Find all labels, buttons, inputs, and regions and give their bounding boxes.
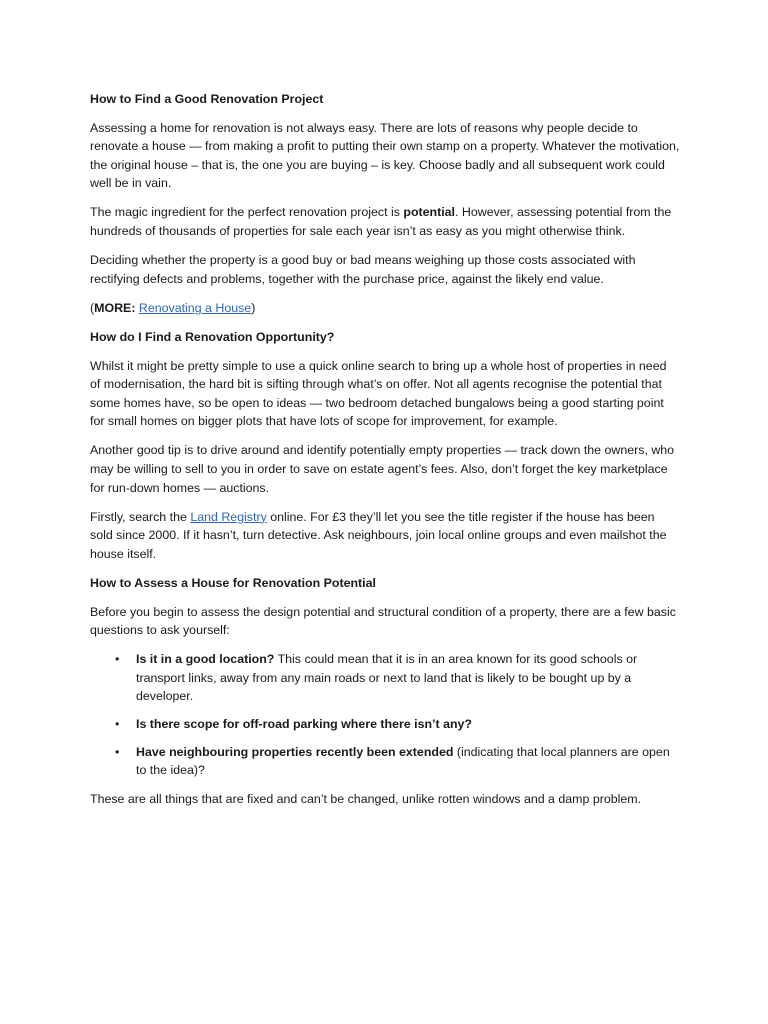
assess-heading: How to Assess a House for Renovation Potential	[90, 575, 376, 590]
list-item-bold: Is there scope for off-road parking where there isn’t any?	[136, 717, 472, 732]
land-registry-paragraph	[90, 508, 680, 564]
renovating-a-house-link[interactable]: Renovating a House	[138, 300, 252, 315]
land-registry-link[interactable]: Land Registry	[190, 509, 267, 524]
more-open-paren: (	[90, 300, 95, 315]
land-registry-text-after: online. For £3 they’ll let you see the title register if the house has been sold since 2000. If it hasn’t, turn detective. Ask neighbours, join local online groups and even mailshot the house itself.	[90, 509, 667, 561]
drive-around-paragraph: Another good tip is to drive around and identify potentially empty properties — track down the owners, who may be willing to sell to you in order to save on estate agent’s fees. Also, don’t forget the key marketplace for run-down homes — auctions.	[90, 443, 675, 495]
questions-list	[90, 650, 680, 780]
list-item-bold: Is it in a good location?	[136, 652, 275, 667]
intro-paragraph: Assessing a home for renovation is not always easy. There are lots of reasons why people decide to renovate a house — from making a profit to putting their own stamp on a property. Whatever the motivation, the original house – that is, the one you are buying – is key. Choose badly and all subsequent work could well be in vain.	[90, 120, 680, 191]
potential-paragraph	[90, 203, 680, 240]
potential-bold: potential	[403, 205, 456, 220]
questions-intro-paragraph: Before you begin to assess the design potential and structural condition of a property, there are a few basic questions to ask yourself:	[90, 604, 676, 638]
list-item-bold: Have neighbouring properties recently been extended	[136, 744, 454, 759]
costs-paragraph: Deciding whether the property is a good buy or bad means weighing up those costs associated with rectifying defects and problems, together with the purchase price, against the likely end value.	[90, 253, 636, 286]
bullet-icon: •	[115, 717, 120, 732]
more-label: MORE:	[94, 300, 136, 315]
more-close-paren: )	[251, 300, 256, 315]
land-registry-text-before: Firstly, search the	[90, 509, 191, 524]
bullet-icon: •	[115, 652, 120, 667]
document-page	[90, 90, 680, 819]
closing-paragraph: These are all things that are fixed and can’t be changed, unlike rotten windows and a damp problem.	[90, 791, 642, 806]
list-item-text: This could mean that it is in an area known for its good schools or transport links, away from any main roads or next to land that is likely to be bought up by a developer.	[136, 652, 638, 704]
list-item-text: (indicating that local planners are open to the idea)?	[136, 744, 670, 778]
potential-text-before: The magic ingredient for the perfect renovation project is	[90, 205, 404, 220]
bullet-icon: •	[115, 744, 120, 759]
doc-title: How to Find a Good Renovation Project	[90, 92, 324, 106]
opportunity-heading: How do I Find a Renovation Opportunity?	[90, 329, 335, 344]
list-item	[90, 650, 680, 706]
search-paragraph: Whilst it might be pretty simple to use a quick online search to bring up a whole host of properties in need of modernisation, the hard bit is sifting through what’s on offer. Not all agents recognise the potential that some homes have, so be open to ideas — two bedroom detached bungalows being a good starting point for small homes on bigger plots that have lots of scope for improvement, for example.	[90, 358, 667, 429]
list-item	[90, 743, 680, 780]
more-line	[90, 299, 680, 318]
list-item	[90, 715, 680, 734]
potential-text-after: . However, assessing potential from the hundreds of thousands of properties for sale each year isn’t as easy as you might otherwise think.	[90, 205, 672, 239]
